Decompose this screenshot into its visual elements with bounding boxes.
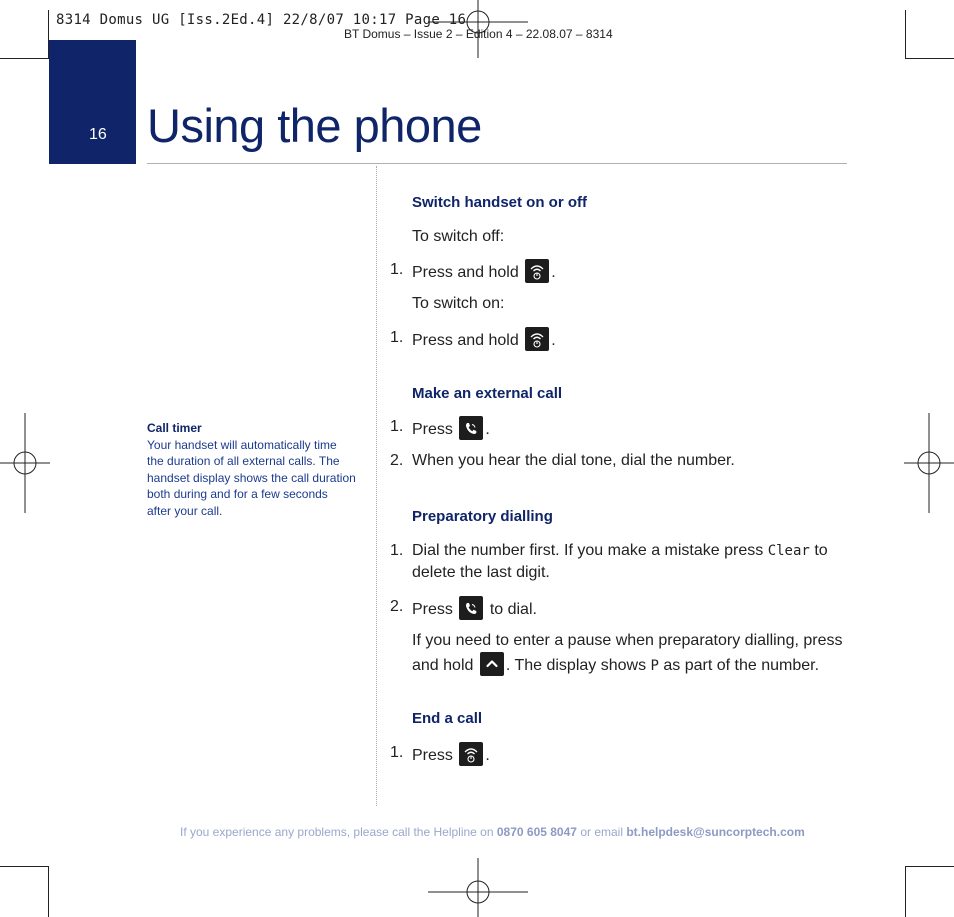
page-title: Using the phone — [147, 99, 482, 152]
hang-up-power-icon — [525, 327, 549, 351]
step-number: 1. — [390, 744, 404, 761]
page-number: 16 — [89, 126, 107, 143]
punctuation: . — [485, 747, 490, 765]
section-heading-external: Make an external call — [412, 385, 563, 402]
step-number: 2. — [390, 598, 404, 615]
preparatory-step-1-line-2: delete the last digit. — [412, 564, 550, 581]
crop-mark — [905, 58, 954, 59]
preparatory-step-2 — [412, 598, 537, 622]
footer-text: If you experience any problems, please call the Helpline on — [180, 825, 494, 839]
section-heading-end: End a call — [412, 710, 483, 727]
switch-on-label: To switch on: — [412, 295, 505, 312]
print-slug: 8314 Domus UG [Iss.2Ed.4] 22/8/07 10:17 Page 16 — [56, 12, 467, 28]
footer-text: or email — [580, 825, 623, 839]
crop-mark — [0, 866, 49, 867]
title-rule — [147, 163, 847, 164]
section-heading-preparatory: Preparatory dialling — [412, 508, 553, 525]
sidebar-line: Your handset will automatically time — [147, 438, 337, 452]
registration-mark-icon — [904, 413, 954, 513]
pause-character: P — [650, 658, 659, 675]
punctuation: . — [551, 264, 556, 282]
sidebar-line: handset display shows the call duration — [147, 470, 356, 485]
crop-mark — [0, 58, 49, 59]
step-text: . The display shows — [505, 657, 647, 675]
pause-line-1: If you need to enter a pause when preparatory dialling, press — [412, 632, 843, 649]
crop-mark — [905, 10, 906, 58]
step-text: as part of the number. — [663, 657, 820, 675]
external-step-1 — [412, 418, 490, 442]
phone-talk-icon — [459, 416, 483, 440]
step-text: Press and hold — [412, 264, 519, 282]
column-divider — [376, 166, 377, 806]
step-text: Dial the number first. If you make a mistake press — [412, 542, 764, 559]
phone-talk-icon — [459, 596, 483, 620]
switch-on-step — [412, 329, 556, 353]
step-text: to dial. — [489, 601, 537, 619]
registration-mark-icon — [0, 413, 50, 513]
footer-helpline — [180, 825, 805, 839]
chevron-up-icon — [480, 652, 504, 676]
crop-mark — [905, 866, 906, 917]
registration-mark-icon — [428, 858, 528, 917]
external-step-2: When you hear the dial tone, dial the number. — [412, 452, 735, 469]
crop-mark — [48, 866, 49, 917]
sidebar-body — [147, 437, 367, 519]
punctuation: . — [551, 332, 556, 350]
registration-mark-icon — [428, 0, 528, 60]
step-text: Press and hold — [412, 332, 519, 350]
step-number: 1. — [390, 542, 404, 559]
step-number: 2. — [390, 452, 404, 469]
step-text: Press — [412, 747, 453, 765]
helpline-phone: 0870 605 8047 — [496, 825, 577, 839]
sidebar-line: after your call. — [147, 503, 223, 518]
step-text: and hold — [412, 657, 474, 675]
sidebar-heading: Call timer — [147, 421, 202, 435]
step-text: to — [814, 542, 828, 559]
preparatory-step-1-line-1 — [412, 542, 828, 560]
step-text: Press — [412, 601, 453, 619]
page-number-tab — [49, 40, 136, 164]
hang-up-power-icon — [459, 742, 483, 766]
switch-off-label: To switch off: — [412, 228, 505, 245]
punctuation: . — [485, 421, 490, 439]
hang-up-power-icon — [525, 259, 549, 283]
pause-line-2 — [412, 654, 819, 678]
clear-key-label: Clear — [767, 543, 810, 559]
end-step-1 — [412, 744, 490, 768]
crop-mark — [905, 866, 954, 867]
sidebar-line: both during and for a few seconds — [147, 487, 328, 502]
print-slug-secondary: BT Domus – Issue 2 – Edition 4 – 22.08.07 – 8314 — [344, 27, 613, 41]
step-text: Press — [412, 421, 453, 439]
section-heading-switch: Switch handset on or off — [412, 194, 587, 211]
sidebar-line: the duration of all external calls. The — [147, 454, 340, 469]
step-number: 1. — [390, 418, 404, 435]
switch-off-step — [412, 261, 556, 285]
helpdesk-email: bt.helpdesk@suncorptech.com — [626, 825, 805, 839]
step-number: 1. — [390, 329, 404, 346]
step-number: 1. — [390, 261, 404, 278]
